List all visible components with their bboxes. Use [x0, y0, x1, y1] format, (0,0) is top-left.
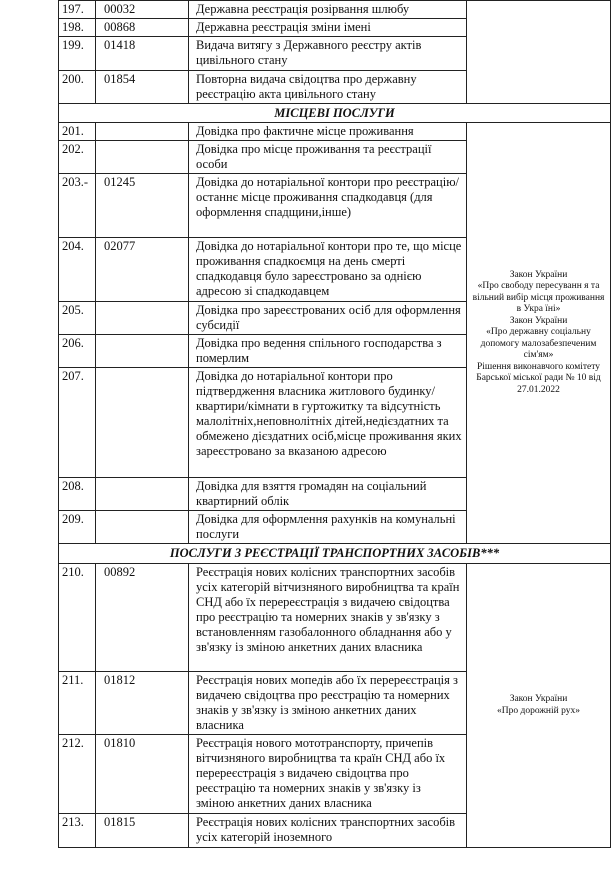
section-header-row [59, 104, 611, 123]
service-code: 00892 [96, 564, 189, 672]
row-number: 197. [59, 1, 96, 19]
row-number: 206. [59, 335, 96, 368]
law-cell-empty [467, 1, 611, 104]
row-number: 200. [59, 71, 96, 104]
service-code [96, 511, 189, 544]
law-reference-local [467, 123, 611, 544]
service-code [96, 123, 189, 141]
service-name: Довідка до нотаріальної контори про те, що місце проживання спадкоємця на день смерті спадкодавця було зареєстровано за однією адресою зі спадкодавцем [189, 238, 467, 302]
service-name: Довідка для взяття громадян на соціальний квартирний облік [189, 478, 467, 511]
section-title-transport: ПОСЛУГИ З РЕЄСТРАЦІЇ ТРАНСПОРТНИХ ЗАСОБІВ*** [59, 544, 611, 564]
service-name: Довідка про зареєстрованих осіб для оформлення субсидії [189, 302, 467, 335]
service-code: 01812 [96, 672, 189, 735]
service-name: Державна реєстрація розірвання шлюбу [189, 1, 467, 19]
service-code: 01854 [96, 71, 189, 104]
service-code: 01245 [96, 174, 189, 238]
row-number: 208. [59, 478, 96, 511]
service-code: 02077 [96, 238, 189, 302]
row-number: 202. [59, 141, 96, 174]
row-number: 198. [59, 19, 96, 37]
law-line: «Про свободу пересуванн я та вільний вибір місця проживання в Укра їні» [472, 281, 605, 315]
table-row [59, 564, 611, 672]
service-name: Реєстрація нових колісних транспортних засобів усіх категорій вітчизняного виробництва та країн СНД або їх перереєстрація з видачею свідоцтва про реєстрацію та номерних знаків у зв'язку з встановленням газобалонного обладнання або у зв'язку із зміною анкетних даних власника [189, 564, 467, 672]
service-name: Довідка про місце проживання та реєстрації особи [189, 141, 467, 174]
service-code: 00868 [96, 19, 189, 37]
service-name: Довідка для оформлення рахунків на комунальні послуги [189, 511, 467, 544]
row-number: 210. [59, 564, 96, 672]
service-code [96, 141, 189, 174]
row-number: 209. [59, 511, 96, 544]
section-title-local: МІСЦЕВІ ПОСЛУГИ [59, 104, 611, 123]
service-name: Довідка до нотаріальної контори про підтвердження власника житлового будинку/квартири/кімнати в гуртожитку та відсутність малолітніх,неповнолітніх дітей,недієздатних та обмежено дієздатних осіб,місце проживання яких зареєстровано за вказаною адресою [189, 368, 467, 478]
service-name: Повторна видача свідоцтва про державну реєстрацію акта цивільного стану [189, 71, 467, 104]
row-number: 204. [59, 238, 96, 302]
table-row [59, 1, 611, 19]
table-row [59, 123, 611, 141]
service-code [96, 302, 189, 335]
row-number: 213. [59, 814, 96, 848]
service-code: 01418 [96, 37, 189, 71]
row-number: 203.- [59, 174, 96, 238]
service-code: 01815 [96, 814, 189, 848]
service-code: 01810 [96, 735, 189, 814]
section-header-row [59, 544, 611, 564]
service-name: Реєстрація нового мототранспорту, причепів вітчизняного виробництва та країн СНД або їх перереєстрація з видачею свідоцтва про реєстрацію та номерних знаків у зв'язку із зміною анкетних даних власника [189, 735, 467, 814]
service-name: Реєстрація нових мопедів або їх перереєстрація з видачею свідоцтва про реєстрацію та номерних знаків у зв'язку із зміною анкетних даних власника [189, 672, 467, 735]
row-number: 212. [59, 735, 96, 814]
service-code [96, 478, 189, 511]
service-code [96, 335, 189, 368]
service-name: Довідка до нотаріальної контори про реєстрацію/останнє місце проживання спадкодавця (для оформлення спадщини,інше) [189, 174, 467, 238]
row-number: 199. [59, 37, 96, 71]
law-line: «Про державну соціальну допомогу малозабезпеченим сім'ям» [480, 327, 597, 361]
service-name: Довідка про фактичне місце проживання [189, 123, 467, 141]
law-line: Закон України [509, 694, 568, 704]
law-line: Закон України [509, 315, 568, 326]
service-code: 00032 [96, 1, 189, 19]
law-reference-transport [467, 564, 611, 848]
service-name: Довідка про ведення спільного господарства з померлим [189, 335, 467, 368]
service-name: Державна реєстрація зміни імені [189, 19, 467, 37]
law-line: Рішення виконавчого комітету Барської міської ради № 10 від 27.01.2022 [476, 361, 601, 395]
law-line: Закон України [509, 269, 568, 280]
row-number: 207. [59, 368, 96, 478]
service-name: Реєстрація нових колісних транспортних засобів усіх категорій іноземного [189, 814, 467, 848]
row-number: 211. [59, 672, 96, 735]
service-code [96, 368, 189, 478]
row-number: 201. [59, 123, 96, 141]
services-table [58, 0, 611, 848]
row-number: 205. [59, 302, 96, 335]
service-name: Видача витягу з Державного реєстру актів цивільного стану [189, 37, 467, 71]
law-line: «Про дорожній рух» [497, 705, 580, 716]
